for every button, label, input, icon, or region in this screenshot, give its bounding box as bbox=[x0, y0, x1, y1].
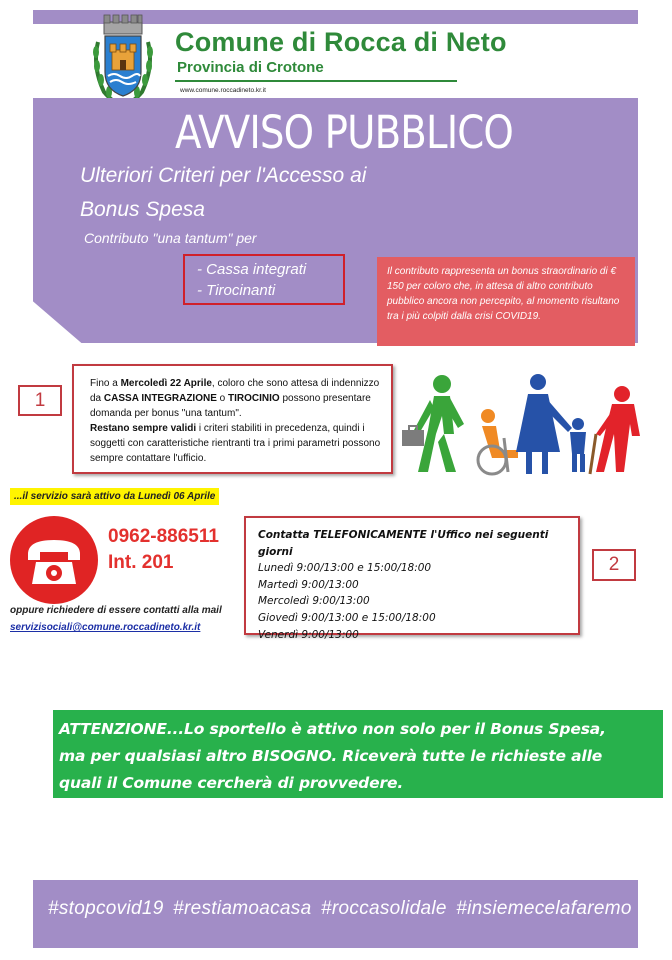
attention-line: ATTENZIONE...Lo sportello è attivo non solo per il Bonus Spesa, bbox=[59, 720, 606, 738]
notice-title: AVVISO PUBBLICO bbox=[175, 106, 514, 159]
notice-subtitle-line1: Ulteriori Criteri per l'Accesso ai bbox=[80, 164, 367, 187]
phone-number[interactable]: 0962-886511 bbox=[108, 526, 219, 547]
section-number-2: 2 bbox=[592, 549, 636, 581]
schedule-day: Giovedì 9:00/13:00 e 15:00/18:00 bbox=[258, 611, 436, 624]
schedule-title: Contatta TELEFONICAMENTE l'Uffico nei seguenti giorni bbox=[258, 529, 549, 558]
attention-banner bbox=[53, 710, 663, 798]
email-link[interactable]: servizisociali@comune.roccadineto.kr.it bbox=[10, 622, 201, 633]
phone-badge bbox=[10, 516, 98, 604]
deadline-date: Mercoledì 22 Aprile bbox=[120, 378, 212, 389]
eligibility-text: o bbox=[216, 393, 228, 404]
telephone-icon bbox=[10, 516, 98, 604]
schedule-day: Venerdì 9:00/13:00 bbox=[258, 628, 359, 641]
tirocinio-label: TIROCINIO bbox=[228, 393, 280, 404]
municipal-crest-icon bbox=[90, 12, 156, 108]
attention-line: ma per qualsiasi altro BISOGNO. Riceverà tutte le richieste alle bbox=[59, 747, 603, 765]
section-number-1: 1 bbox=[18, 385, 62, 416]
schedule-day: Martedì 9:00/13:00 bbox=[258, 578, 359, 591]
schedule-box bbox=[244, 516, 580, 641]
schedule-day: Lunedì 9:00/13:00 e 15:00/18:00 bbox=[258, 562, 432, 575]
org-website-link[interactable]: www.comune.roccadineto.kr.it bbox=[180, 87, 266, 94]
contribution-label: Contributo "una tantum" per bbox=[84, 230, 257, 246]
eligibility-text-box bbox=[72, 364, 393, 474]
bonus-info-box: Il contributo rappresenta un bonus straordinario di € 150 per coloro che, in attesa di altro contributo pubblico ancora non percepito, al momento risultano tra i più colpiti dalla crisi COVID19. bbox=[377, 257, 635, 346]
footer-hashtags: #stopcovid19 #restiamoacasa #roccasolidale #insiemecelafaremo bbox=[48, 898, 632, 919]
header-divider bbox=[175, 80, 457, 82]
eligibility-text: possono presentare domanda per bonus "una tantum". bbox=[90, 393, 371, 419]
category-item: - Cassa integrati bbox=[197, 261, 307, 278]
schedule-day: Mercoledì 9:00/13:00 bbox=[258, 595, 370, 608]
alt-contact-text: oppure richiedere di essere contatti alla mail bbox=[10, 605, 222, 616]
notice-subtitle-line2: Bonus Spesa bbox=[80, 198, 205, 221]
org-name: Comune di Rocca di Neto bbox=[175, 27, 507, 57]
cassa-integrazione-label: CASSA INTEGRAZIONE bbox=[103, 393, 217, 404]
phone-extension: Int. 201 bbox=[108, 552, 174, 573]
service-start-notice: ...il servizio sarà attivo da Lunedì 06 Aprile bbox=[10, 488, 219, 505]
categories-box bbox=[183, 254, 345, 305]
people-illustration-icon bbox=[400, 372, 658, 480]
attention-line: quali il Comune cercherà di provvedere. bbox=[59, 774, 404, 792]
criteria-text: i criteri stabiliti in precedenza, quindi i soggetti con caratteristiche rientranti tra i primi parametri possono sempre contattare l'ufficio. bbox=[90, 423, 381, 464]
still-valid-label: Restano sempre validi bbox=[90, 423, 197, 434]
org-province: Provincia di Crotone bbox=[177, 59, 324, 76]
category-item: - Tirocinanti bbox=[197, 282, 276, 299]
eligibility-text: , coloro che sono attesa di indennizzo da bbox=[90, 378, 380, 404]
eligibility-text: Fino a bbox=[90, 378, 121, 389]
